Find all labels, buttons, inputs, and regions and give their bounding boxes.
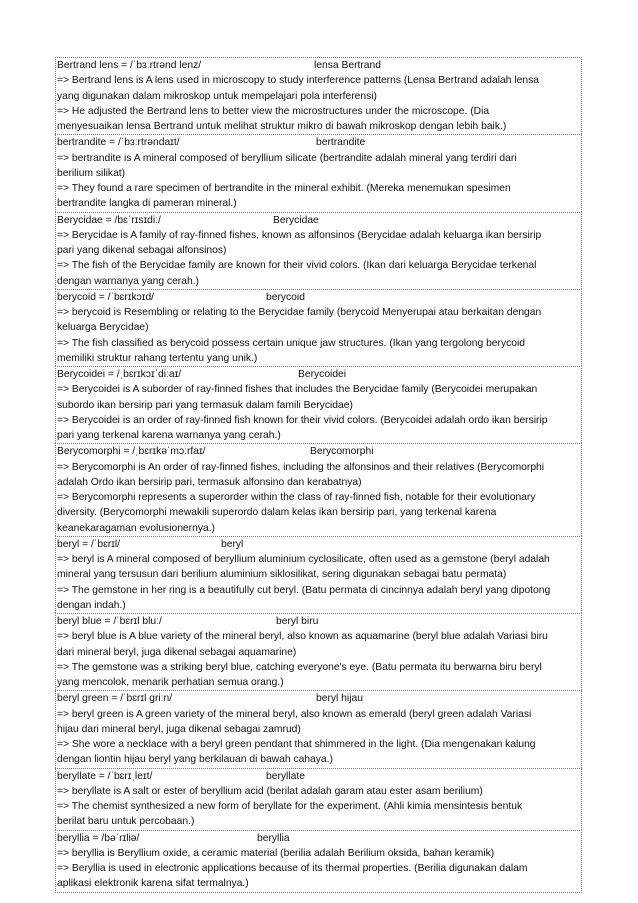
entry-term: Berycomorphi = /ˌbɛrɪkəˈmɔːrfaɪ/ xyxy=(57,446,206,458)
entry-header xyxy=(56,691,581,706)
entry-translation: beryl xyxy=(221,538,244,550)
entry-term: berycoid = /ˈbɛrɪkɔɪd/ xyxy=(57,291,155,303)
entry-translation: Berycidae xyxy=(273,214,319,226)
entry-translation: beryl biru xyxy=(276,616,319,627)
entry-text-line: => beryllia is Beryllium oxide, a ceramic material (berilia adalah Berilium oksida, bahan keramik) xyxy=(57,847,495,859)
entry-header xyxy=(56,367,581,382)
entry-text-line: subordo ikan bersirip pari yang termasuk dalam famili Berycidae) xyxy=(57,399,353,411)
dictionary-entry xyxy=(55,830,582,893)
entry-text-line: keanekaragaman evolusionernya.) xyxy=(57,522,215,534)
entry-text-line: pari yang terkenal karena warnanya yang cerah.) xyxy=(57,430,281,441)
entry-text-line: => bertrandite is A mineral composed of beryllium silicate (bertrandite adalah mineral yang terdiri dari xyxy=(57,152,517,164)
entry-text-line: diversity. (Berycomorphi mewakili superordo dalam kelas ikan bersirip pari, yang terkenal karena xyxy=(57,507,497,519)
entry-term: Bertrand lens = /ˈbɜːrtrənd lenz/ xyxy=(57,60,202,71)
dictionary-page xyxy=(55,57,582,893)
entry-text-line: berilium silikat) xyxy=(57,167,126,179)
dictionary-entry xyxy=(55,134,582,211)
dictionary-entry xyxy=(55,768,582,830)
entry-text-line: => Berycomorphi is An order of ray-finned fishes, including the alfonsinos and their relatives (Berycomorphi xyxy=(57,461,545,473)
entry-text-line: menyesuaikan lensa Bertrand untuk melihat struktur mikro di bawah mikroskop dengan lebih baik.) xyxy=(57,121,507,132)
entry-text-line: dengan warnanya yang cerah.) xyxy=(57,275,199,287)
entry-translation: lensa Bertrand xyxy=(314,60,381,71)
dictionary-entry xyxy=(55,366,582,443)
entry-text-line: => The fish of the Berycidae family are known for their vivid colors. (Ikan dari keluarga Berycidae terkenal xyxy=(57,260,537,272)
entry-header xyxy=(56,614,581,629)
entry-text-line: => beryl is A mineral composed of beryllium aluminium cyclosilicate, often used as a gemstone (beryl adalah xyxy=(57,554,550,565)
entry-term: beryllate = /ˈbɛrɪˌleɪt/ xyxy=(57,770,153,782)
entry-text-line: berilat baru untuk percobaan.) xyxy=(57,816,195,828)
dictionary-entry xyxy=(55,690,582,767)
entry-translation: beryl hijau xyxy=(316,693,363,705)
entry-text-line: => Berycidae is A family of ray-finned fishes, known as alfonsinos (Berycidae adalah keluarga ikan bersirip xyxy=(57,229,542,241)
entry-term: beryl green = /ˈbɛrɪl griːn/ xyxy=(57,693,173,705)
dictionary-entry xyxy=(55,289,582,366)
entry-term: Berycoidei = /ˌbɛrɪkɔɪˈdiːaɪ/ xyxy=(57,369,182,380)
entry-text-line: dengan liontin hijau beryl yang berkilauan di bawah cahaya.) xyxy=(57,754,333,766)
entry-header xyxy=(56,831,581,846)
entry-text-line: yang mencolok, menarik perhatian semua orang.) xyxy=(57,677,284,688)
entry-text-line: => The chemist synthesized a new form of beryllate for the experiment. (Ahli kimia mensintesis bentuk xyxy=(57,801,523,812)
entry-text-line: mineral yang tersusun dari berilium aluminium siklosilikat, sering digunakan sebagai batu permata) xyxy=(57,569,507,581)
entry-text-line: => Berycoidei is A suborder of ray-finned fishes that includes the Berycidae family (Berycoidei merupakan xyxy=(57,384,538,396)
entry-text-line: => Beryllia is used in electronic applications because of its thermal properties. (Berilia digunakan dalam xyxy=(57,863,528,874)
entry-text-line: => Berycoidei is an order of ray-finned fish known for their vivid colors. (Berycoidei adalah ordo ikan bersirip xyxy=(57,414,548,426)
entry-header xyxy=(56,135,581,150)
entry-text-line: => Bertrand lens is A lens used in microscopy to study interference patterns (Lensa Bertrand adalah lensa xyxy=(57,75,539,87)
entry-text-line: => beryl green is A green variety of the mineral beryl, also known as emerald (beryl green adalah Variasi xyxy=(57,708,532,720)
entry-text-line: => berycoid is Resembling or relating to the Berycidae family (berycoid Menyerupai atau berkaitan dengan xyxy=(57,307,542,318)
entry-translation: Berycomorphi xyxy=(310,446,374,458)
entry-text-line: bertrandite langka di pameran mineral.) xyxy=(57,198,237,210)
entry-text-line: => She wore a necklace with a beryl green pendant that shimmered in the light. (Dia mengenakan kalung xyxy=(57,739,536,750)
entry-text-line: => They found a rare specimen of bertrandite in the mineral exhibit. (Mereka menemukan spesimen xyxy=(57,183,511,194)
entry-header xyxy=(56,444,581,459)
dictionary-entry xyxy=(55,212,582,289)
entry-text-line: => Berycomorphi represents a superorder within the class of ray-finned fish, notable for their evolutionary xyxy=(57,492,536,503)
entry-text-line: => beryl blue is A blue variety of the mineral beryl, also known as aquamarine (beryl blue adalah Variasi biru xyxy=(57,631,548,643)
entry-header xyxy=(56,537,581,552)
entry-text-line: dari mineral beryl, juga dikenal sebagai aquamarine) xyxy=(57,646,297,658)
entry-text-line: adalah Ordo ikan bersirip pari, termasuk alfonsino dan kerabatnya) xyxy=(57,476,362,488)
entry-term: beryl blue = /ˈbɛrɪl bluː/ xyxy=(57,616,162,627)
entry-header xyxy=(56,213,581,228)
entry-translation: bertrandite xyxy=(316,137,366,149)
dictionary-entry xyxy=(55,443,582,536)
entry-term: beryl = /ˈbɛrɪl/ xyxy=(57,538,121,550)
entry-translation: beryllate xyxy=(266,770,305,782)
entry-translation: berycoid xyxy=(266,291,305,303)
entry-text-line: dengan indah.) xyxy=(57,599,126,611)
entry-translation: Berycoidei xyxy=(298,369,347,380)
entry-header xyxy=(56,290,581,305)
entry-translation: beryllia xyxy=(257,832,290,844)
entry-text-line: keluarga Berycidae) xyxy=(57,322,149,334)
entry-term: beryllia = /bəˈrɪliə/ xyxy=(57,832,140,844)
entry-term: Berycidae = /bɛˈrɪsɪdiː/ xyxy=(57,214,161,226)
entry-text-line: => beryllate is A salt or ester of beryllium acid (berilat adalah garam atau ester asam berilium) xyxy=(57,785,483,797)
entry-text-line: => The fish classified as berycoid possess certain unique jaw structures. (Ikan yang tergolong berycoid xyxy=(57,337,525,349)
entry-text-line: => The gemstone was a striking beryl blue, catching everyone's eye. (Batu permata itu berwarna biru beryl xyxy=(57,661,542,673)
entry-header xyxy=(56,58,581,73)
dictionary-entry xyxy=(55,536,582,613)
entry-term: bertrandite = /ˈbɜːrtrəndaɪt/ xyxy=(57,137,180,149)
entry-header xyxy=(56,769,581,784)
entry-text-line: yang digunakan dalam mikroskop untuk mempelajari pola interferensi) xyxy=(57,90,377,102)
dictionary-entry xyxy=(55,57,582,134)
dictionary-entry xyxy=(55,613,582,690)
entry-text-line: aplikasi elektronik karena sifat termalnya.) xyxy=(57,878,249,890)
entry-text-line: memiliki struktur rahang tertentu yang unik.) xyxy=(57,352,258,364)
entry-text-line: pari yang dikenal sebagai alfonsinos) xyxy=(57,245,227,256)
entry-text-line: => He adjusted the Bertrand lens to better view the microstructures under the microscope. (Dia xyxy=(57,105,490,117)
entry-text-line: => The gemstone in her ring is a beautifully cut beryl. (Batu permata di cincinnya adalah beryl yang dipotong xyxy=(57,584,551,596)
entry-text-line: hijau dari mineral beryl, juga dikenal sebagai zamrud) xyxy=(57,723,301,735)
